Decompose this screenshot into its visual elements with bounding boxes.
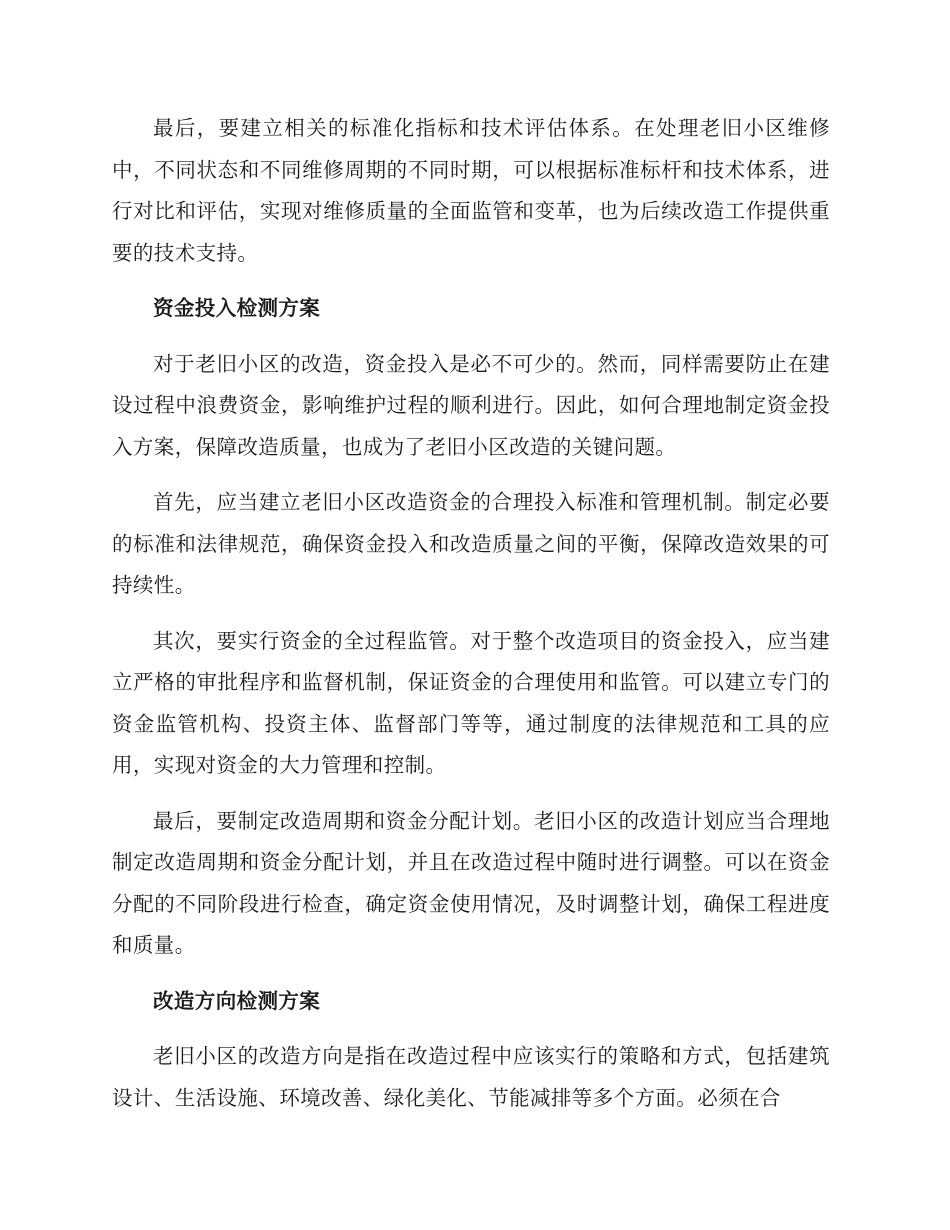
paragraph-funding-second: 其次，要实行资金的全过程监管。对于整个改造项目的资金投入，应当建立严格的审批程序和监督机制，保证资金的合理使用和监管。可以建立专门的资金监管机构、投资主体、监督部门等等，通过制度的法律规范和工具的应用，实现对资金的大力管理和控制。 [112,628,830,777]
paragraph-funding-first: 首先，应当建立老旧小区改造资金的合理投入标准和管理机制。制定必要的标准和法律规范，确保资金投入和改造质量之间的平衡，保障改造效果的可持续性。 [112,490,830,597]
paragraph-renovation-direction: 老旧小区的改造方向是指在改造过程中应该实行的策略和方式，包括建筑设计、生活设施、环境改善、绿化美化、节能减排等多个方面。必须在合 [112,1044,830,1110]
section-heading-renovation-direction: 改造方向检测方案 [153,988,321,1013]
section-heading-funding-inspection: 资金投入检测方案 [153,296,321,320]
paragraph-funding-last: 最后，要制定改造周期和资金分配计划。老旧小区的改造计划应当合理地制定改造周期和资金分配计划，并且在改造过程中随时进行调整。可以在资金分配的不同阶段进行检查，确定资金使用情况，及时调整计划，确保工程进度和质量。 [112,808,830,957]
document-body [112,108,830,1133]
paragraph-funding-intro: 对于老旧小区的改造，资金投入是必不可少的。然而，同样需要防止在建设过程中浪费资金，影响维护过程的顺利进行。因此，如何合理地制定资金投入方案，保障改造质量，也成为了老旧小区改造的关键问题。 [112,351,830,459]
paragraph-standardization-evaluation: 最后，要建立相关的标准化指标和技术评估体系。在处理老旧小区维修中，不同状态和不同维修周期的不同时期，可以根据标准标杆和技术体系，进行对比和评估，实现对维修质量的全面监管和变革，也为后续改造工作提供重要的技术支持。 [112,116,830,265]
